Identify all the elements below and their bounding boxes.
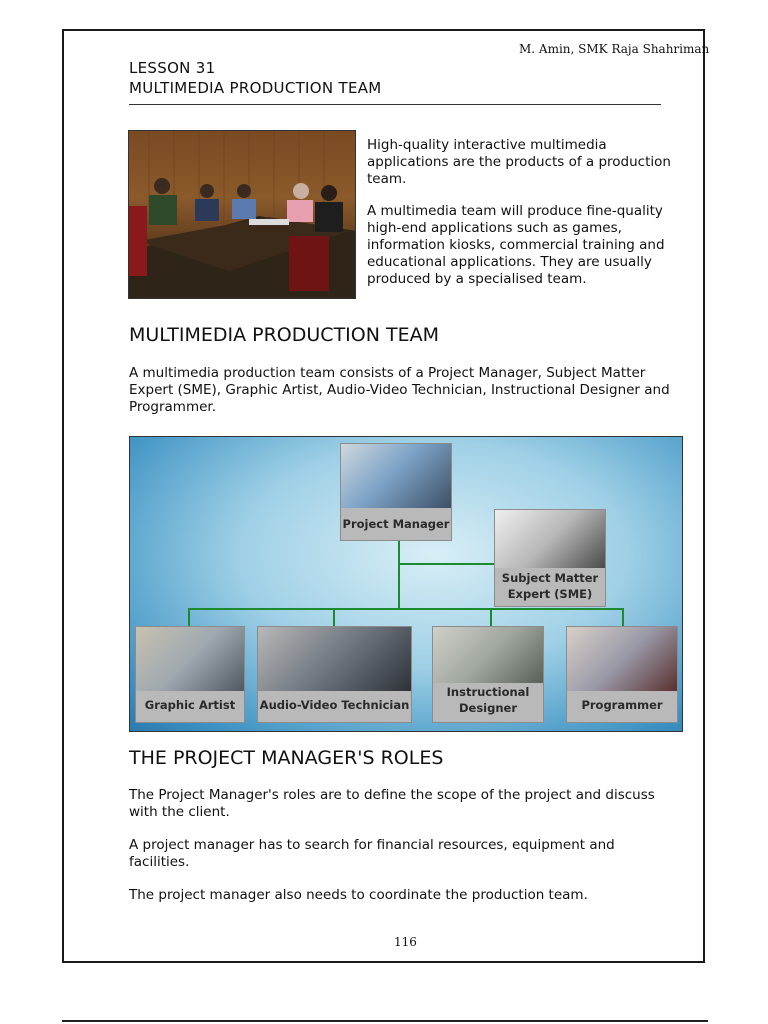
sme-label-line2: Expert (SME) xyxy=(507,587,593,601)
connector-pm-sme xyxy=(398,563,496,565)
project-manager-label: Project Manager xyxy=(342,517,450,531)
roles-heading: THE PROJECT MANAGER'S ROLES xyxy=(129,747,444,769)
meeting-photo-illustration xyxy=(129,131,356,299)
roles-text xyxy=(129,787,674,920)
bottom-rule xyxy=(62,1020,708,1022)
connector-horizontal xyxy=(188,608,624,610)
instructional-label-line1: Instructional xyxy=(446,685,530,699)
instructional-label-line2: Designer xyxy=(458,701,518,715)
graphic-artist-photo xyxy=(136,627,244,691)
project-manager-photo xyxy=(341,444,451,508)
node-graphic-artist xyxy=(135,626,245,723)
title-divider xyxy=(129,104,661,105)
roles-paragraph-3: The project manager also needs to coordinate the production team. xyxy=(129,887,588,903)
team-paragraph: A multimedia production team consists of a Project Manager, Subject Matter Expert (SME), Graphic Artist, Audio-Video Technician, Instructional Designer and Programmer. xyxy=(129,365,670,415)
page-number: 116 xyxy=(394,935,417,949)
roles-paragraph-2: A project manager has to search for financial resources, equipment and facilities. xyxy=(129,837,615,870)
lesson-header xyxy=(129,58,382,98)
instructional-designer-photo xyxy=(433,627,543,683)
author-credit: M. Amin, SMK Raja Shahriman xyxy=(519,42,710,56)
node-programmer xyxy=(566,626,678,723)
roles-paragraph-1: The Project Manager's roles are to define the scope of the project and discuss with the client. xyxy=(129,787,655,820)
node-project-manager xyxy=(340,443,452,541)
intro-text xyxy=(367,137,689,303)
programmer-label: Programmer xyxy=(581,698,663,712)
graphic-artist-label: Graphic Artist xyxy=(144,698,236,712)
sme-photo xyxy=(495,510,605,568)
org-chart xyxy=(129,436,683,732)
team-heading: MULTIMEDIA PRODUCTION TEAM xyxy=(129,324,439,346)
programmer-photo xyxy=(567,627,677,691)
sme-label-line1: Subject Matter xyxy=(501,571,599,585)
av-technician-photo xyxy=(258,627,411,691)
connector-programmer xyxy=(622,608,624,626)
meeting-photo xyxy=(128,130,356,299)
node-sme xyxy=(494,509,606,607)
team-description xyxy=(129,365,674,432)
connector-av xyxy=(333,608,335,626)
av-technician-label: Audio-Video Technician xyxy=(259,698,410,712)
intro-paragraph-1: High-quality interactive multimedia applications are the products of a production team. xyxy=(367,137,671,187)
lesson-number: LESSON 31 xyxy=(129,59,216,77)
connector-instructional xyxy=(490,608,492,626)
node-instructional-designer xyxy=(432,626,544,723)
intro-paragraph-2: A multimedia team will produce fine-quality high-end applications such as games, information kiosks, commercial training and educational applications. They are usually produced by a specialised team. xyxy=(367,203,665,287)
connector-graphic xyxy=(188,608,190,626)
connector-pm-down xyxy=(398,541,400,609)
node-av-technician xyxy=(257,626,412,723)
lesson-title: MULTIMEDIA PRODUCTION TEAM xyxy=(129,79,382,97)
